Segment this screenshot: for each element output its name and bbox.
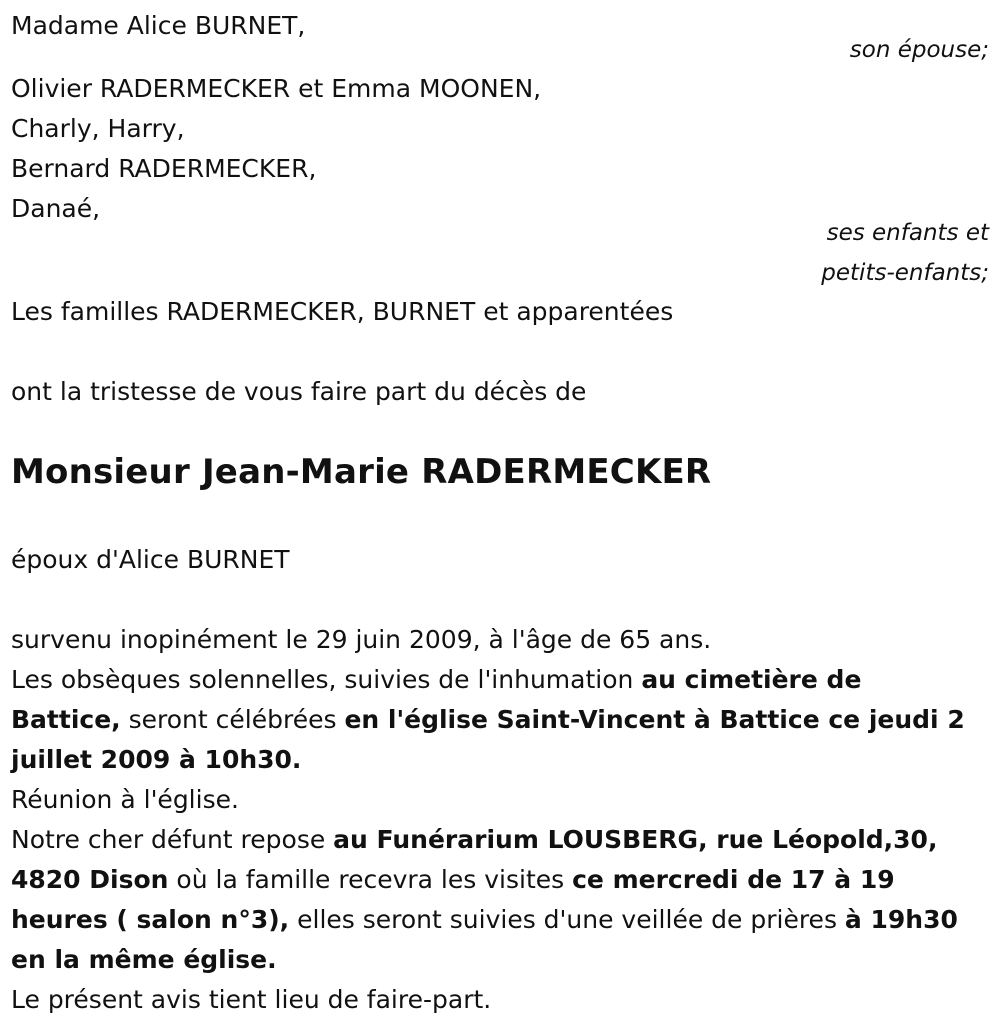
- body-line-2: [11, 660, 861, 700]
- body-line-7-text: où la famille recevra les visites: [168, 865, 573, 894]
- body-line-6-text: Notre cher défunt repose: [11, 825, 334, 854]
- date-bold: juillet 2009 à 10h30.: [11, 745, 302, 774]
- body-line-4: [11, 740, 301, 780]
- visits-bold: ce mercredi de 17 à 19: [572, 865, 895, 894]
- families-line: Les familles RADERMECKER, BURNET et apparentées: [11, 297, 674, 326]
- dison-bold: 4820 Dison: [11, 865, 169, 894]
- body-line-8-text: elles seront suivies d'une veillée de prières: [289, 905, 845, 934]
- body-line-3-text: seront célébrées: [120, 705, 345, 734]
- child-line-2: Charly, Harry,: [11, 114, 185, 143]
- body-line-3: [11, 700, 965, 740]
- child-line-1: Olivier RADERMECKER et Emma MOONEN,: [11, 74, 542, 103]
- child-line-3: Bernard RADERMECKER,: [11, 154, 317, 183]
- funerarium-bold: au Funérarium LOUSBERG, rue Léopold,30,: [333, 825, 938, 854]
- spouse-of-line: époux d'Alice BURNET: [11, 545, 290, 574]
- spouse-role: son épouse;: [849, 37, 989, 63]
- body-line-7: [11, 860, 895, 900]
- body-line-10: Le présent avis tient lieu de faire-part.: [11, 985, 492, 1014]
- same-church-bold: en la même église.: [11, 945, 277, 974]
- body-line-5: Réunion à l'église.: [11, 785, 239, 814]
- child-line-4: Danaé,: [11, 194, 101, 223]
- body-line-2-text: Les obsèques solennelles, suivies de l'inhumation: [11, 665, 642, 694]
- hours-bold: heures ( salon n°3),: [11, 905, 290, 934]
- body-line-9: [11, 940, 277, 980]
- body-line-1: survenu inopinément le 29 juin 2009, à l'âge de 65 ans.: [11, 625, 712, 654]
- children-role-2: petits-enfants;: [821, 260, 989, 286]
- deceased-name: Monsieur Jean-Marie RADERMECKER: [11, 452, 712, 492]
- spouse-name: Madame Alice BURNET,: [11, 11, 306, 40]
- children-role-1: ses enfants et: [826, 220, 989, 246]
- church-bold: en l'église Saint-Vincent à Battice ce jeudi 2: [344, 705, 965, 734]
- announcement-line: ont la tristesse de vous faire part du décès de: [11, 377, 587, 406]
- battice-bold: Battice,: [11, 705, 121, 734]
- body-line-6: [11, 820, 937, 860]
- vigil-time-bold: à 19h30: [844, 905, 958, 934]
- cemetery-bold: au cimetière de: [641, 665, 862, 694]
- body-line-8: [11, 900, 958, 940]
